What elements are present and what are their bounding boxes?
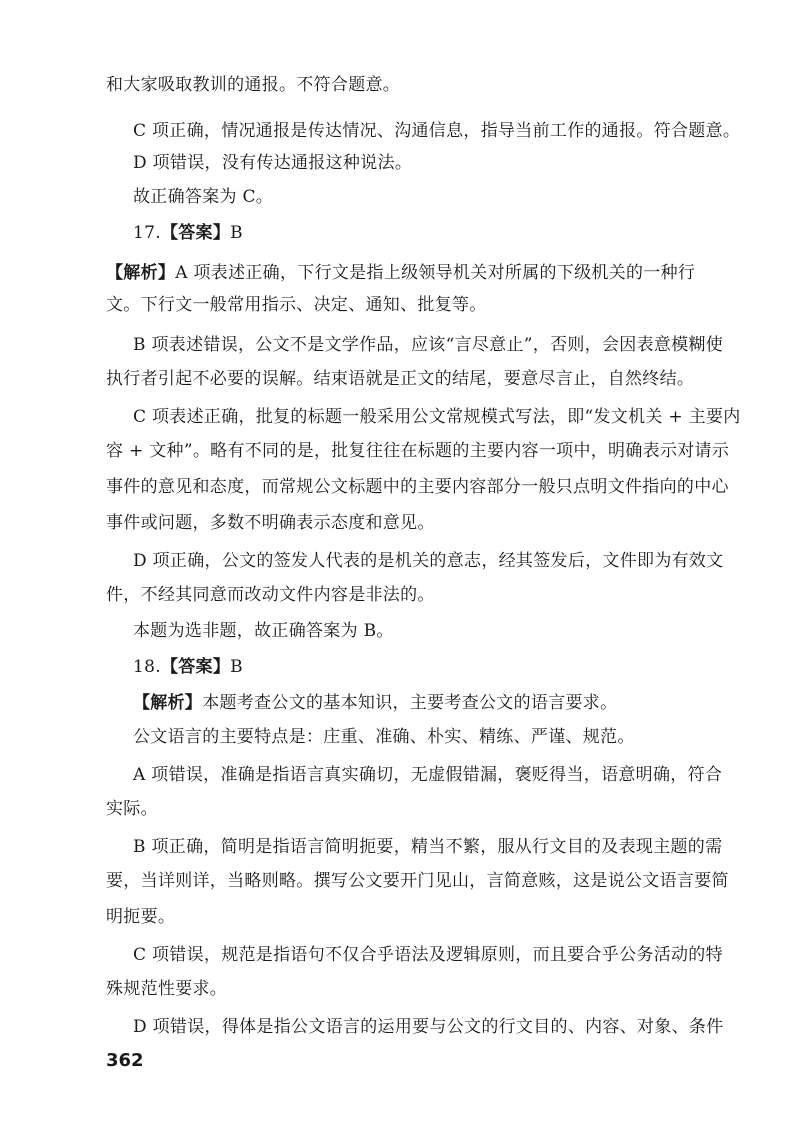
analysis-label: 【解析】 — [133, 693, 203, 713]
analysis-text: 本题考查公文的基本知识，主要考查公文的语言要求。 — [202, 693, 618, 713]
answer-label: 【答案】 — [160, 223, 231, 243]
analysis-label: 【解析】 — [106, 263, 176, 283]
text-line: 公文语言的主要特点是：庄重、准确、朴实、精练、严谨、规范。 — [133, 727, 635, 747]
text-line: A 项错误，准确是指语言真实确切，无虚假错漏，褒贬得当，语意明确，符合 — [133, 765, 723, 785]
text-line: C 项表述正确，批复的标题一般采用公文常规模式写法，即“发文机关 + 主要内 — [133, 407, 741, 427]
text-line: 要，当详则详，当略则略。撰写公文要开门见山，言简意赅，这是说公文语言要简 — [106, 871, 729, 891]
text-line: D 项错误，没有传达通报这种说法。 — [133, 153, 413, 173]
text-line: C 项正确，情况通报是传达情况、沟通信息，指导当前工作的通报。符合题意。 — [133, 121, 741, 141]
analysis-line — [106, 262, 695, 284]
text-line: 容 + 文种”。略有不同的是，批复往往在标题的主要内容一项中，明确表示对请示 — [106, 441, 730, 461]
text-line: 和大家吸取教训的通报。不符合题意。 — [106, 75, 401, 95]
text-line: 故正确答案为 C。 — [133, 187, 274, 207]
text-line: B 项正确，简明是指语言简明扼要，精当不繁，服从行文目的及表现主题的需 — [133, 837, 723, 857]
text-line: 本题为选非题，故正确答案为 B。 — [133, 621, 394, 641]
text-line: 执行者引起不必要的误解。结束语就是正文的结尾，要意尽言止，自然终结。 — [106, 369, 695, 389]
text-line: 实际。 — [106, 799, 158, 819]
text-line: C 项错误，规范是指语句不仅合乎语法及逻辑原则，而且要合乎公务活动的特 — [133, 945, 723, 965]
answer-heading — [133, 656, 243, 678]
answer-value: B — [230, 657, 243, 677]
text-line: D 项错误，得体是指公文语言的运用要与公文的行文目的、内容、对象、条件 — [133, 1017, 724, 1037]
analysis-line — [133, 692, 617, 714]
answer-heading — [133, 222, 243, 244]
text-line: 殊规范性要求。 — [106, 979, 228, 999]
text-line: 事件的意见和态度，而常规公文标题中的主要内容部分一般只点明文件指向的中心 — [106, 477, 729, 497]
answer-label: 【答案】 — [160, 657, 231, 677]
text-line: 文。下行文一般常用指示、决定、通知、批复等。 — [106, 295, 487, 315]
text-line: 事件或问题，多数不明确表示态度和意见。 — [106, 513, 435, 533]
page-number: 362 — [106, 1050, 144, 1071]
question-number: 18. — [133, 657, 161, 677]
answer-value: B — [230, 223, 243, 243]
text-line: 明扼要。 — [106, 907, 176, 927]
text-line: D 项正确，公文的签发人代表的是机关的意志，经其签发后，文件即为有效文 — [133, 551, 724, 571]
question-number: 17. — [133, 223, 161, 243]
analysis-text: A 项表述正确，下行文是指上级领导机关对所属的下级机关的一种行 — [175, 263, 696, 283]
text-line: 件，不经其同意而改动文件内容是非法的。 — [106, 585, 435, 605]
text-line: B 项表述错误，公文不是文学作品，应该“言尽意止”，否则，会因表意模糊使 — [133, 335, 724, 355]
